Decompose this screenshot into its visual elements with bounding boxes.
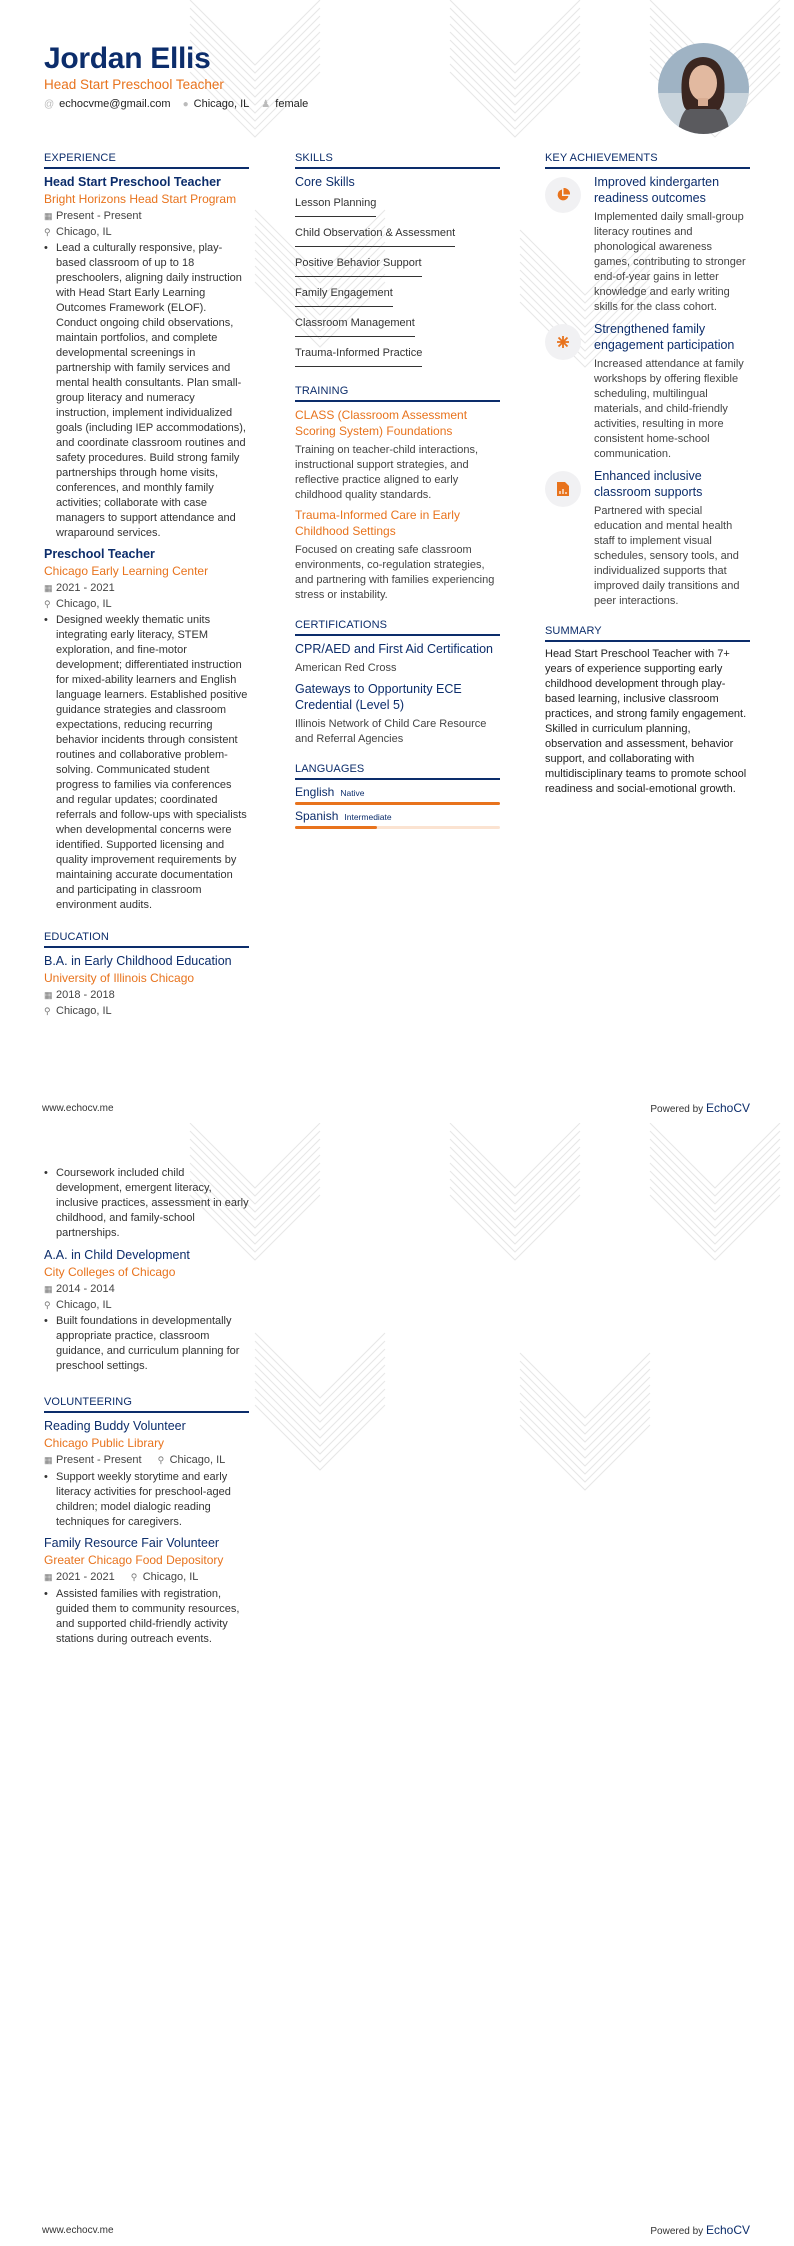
powered-by-label: Powered by <box>650 1104 704 1115</box>
calendar-icon: ▦ <box>44 990 53 1000</box>
certification-title: Gateways to Opportunity ECE Credential (Level 5) <box>295 682 462 712</box>
middle-column <box>295 152 500 829</box>
location-pin-icon: ● <box>182 99 189 110</box>
gender: female <box>275 98 309 110</box>
person-icon: ♟ <box>261 99 271 110</box>
skill-item: Trauma-Informed Practice <box>295 346 422 367</box>
volunteering-item <box>44 1535 249 1647</box>
edu-location: Chicago, IL <box>56 1005 112 1017</box>
summary-text: Head Start Preschool Teacher with 7+ years of experience supporting early childhood development through play-based learning, inclusive classroom practices, and strong family engagement. Skilled in curriculum planning, observation and assessment, behavior support, and collaborating with multidisciplinary teams to promote school readiness and social-emotional growth. <box>545 648 747 795</box>
language-name: Spanish <box>295 809 339 823</box>
calendar-icon: ▦ <box>44 583 53 593</box>
volunteer-description: Support weekly storytime and early literacy activities for preschool-aged children; model dialogic reading techniques for caregivers. <box>56 1471 231 1528</box>
training-description: Focused on creating safe classroom environments, co-regulation strategies, and partnering with families experiencing stress or instability. <box>295 544 495 601</box>
volunteer-dates: Present - Present <box>56 1454 142 1466</box>
section-heading-skills: SKILLS <box>295 152 500 169</box>
skill-item: Lesson Planning <box>295 196 376 217</box>
left-column <box>44 1165 249 1647</box>
skill-item: Positive Behavior Support <box>295 256 422 277</box>
training-description: Training on teacher-child interactions, instructional support strategies, and reflective practice aligned to early childhood quality standards. <box>295 444 479 501</box>
brand-logo[interactable]: EchoCV <box>705 2223 750 2237</box>
calendar-icon: ▦ <box>44 1572 53 1582</box>
job-dates: 2021 - 2021 <box>56 582 115 594</box>
location: Chicago, IL <box>193 98 250 110</box>
volunteer-role: Family Resource Fair Volunteer <box>44 1536 220 1550</box>
volunteer-location: Chicago, IL <box>142 1571 199 1583</box>
file-chart-icon <box>557 482 569 496</box>
section-heading-languages: LANGUAGES <box>295 763 500 780</box>
section-heading-training: TRAINING <box>295 385 500 402</box>
volunteer-org: Greater Chicago Food Depository <box>44 1553 224 1567</box>
language-name: English <box>295 785 335 799</box>
training-title: CLASS (Classroom Assessment Scoring System) Foundations <box>295 408 468 438</box>
powered-by-label: Powered by <box>650 2226 704 2237</box>
at-icon: @ <box>44 99 55 110</box>
skill-item: Family Engagement <box>295 286 393 307</box>
section-heading-certifications: CERTIFICATIONS <box>295 619 500 636</box>
language-proficiency-fill <box>295 826 377 829</box>
email[interactable]: echocvme@gmail.com <box>59 98 171 110</box>
achievement-title: Improved kindergarten readiness outcomes <box>594 175 720 205</box>
brand-logo[interactable]: EchoCV <box>705 1101 750 1115</box>
location-pin-icon: ⚲ <box>44 599 51 609</box>
achievement-item <box>545 468 750 609</box>
language-proficiency-bar <box>295 826 500 829</box>
footer-powered-by <box>650 2223 750 2237</box>
skill-list <box>295 193 500 373</box>
volunteer-role: Reading Buddy Volunteer <box>44 1419 186 1433</box>
job-dates: Present - Present <box>56 210 142 222</box>
training-title: Trauma-Informed Care in Early Childhood Settings <box>295 508 460 538</box>
school: City Colleges of Chicago <box>44 1265 176 1279</box>
pie-chart-icon <box>556 188 570 202</box>
language-item <box>295 809 500 829</box>
edu-dates: 2014 - 2014 <box>56 1283 115 1295</box>
job-location: Chicago, IL <box>56 226 112 238</box>
footer-website[interactable]: www.echocv.me <box>42 2225 114 2236</box>
volunteer-org: Chicago Public Library <box>44 1436 165 1450</box>
job-title: Preschool Teacher <box>44 547 155 561</box>
bullet-icon: • <box>44 1167 48 1179</box>
achievement-description: Partnered with special education and mental health staff to implement visual schedules, sensory tools, and individualized supports that improved daily transitions and peer interactions. <box>594 505 740 607</box>
degree: A.A. in Child Development <box>44 1248 190 1262</box>
section-heading-volunteering: VOLUNTEERING <box>44 1396 249 1413</box>
achievement-description: Increased attendance at family workshops by offering flexible scheduling, multilingual materials, and child-friendly activities, resulting in more consistent home-school communication. <box>594 358 744 460</box>
left-column <box>44 152 249 1019</box>
skill-item: Child Observation & Assessment <box>295 226 455 247</box>
bullet-icon: • <box>44 242 48 254</box>
skill-item: Classroom Management <box>295 316 415 337</box>
education-item <box>44 953 249 1019</box>
volunteering-item <box>44 1418 249 1530</box>
job-description: Designed weekly thematic units integrating early literacy, STEM exploration, and fine-motor development; differentiated instruction for mixed-ability learners and English language learners. Established positive guidance strategies and classroom expectations, reducing recurring behavior incidents through consistent routines and collaborative problem-solving. Communicated student progress to families via conferences and regular updates; coordinated referrals and follow-ups with specialists when developmental concerns were identified. Supported licensing and quality improvement requirements by maintaining accurate documentation and participating in classroom environment audits. <box>56 614 248 911</box>
job-title: Head Start Preschool Teacher <box>44 175 221 189</box>
calendar-icon: ▦ <box>44 211 53 221</box>
achievement-title: Strengthened family engagement participation <box>594 322 735 352</box>
sparkle-icon <box>556 335 570 349</box>
achievement-description: Implemented daily small-group literacy routines and phonological awareness games, contributing to stronger end-of-year gains in letter knowledge and early writing skills for the class cohort. <box>594 211 746 313</box>
experience-item <box>44 546 249 913</box>
job-location: Chicago, IL <box>56 598 112 610</box>
location-pin-icon: ⚲ <box>44 1006 51 1016</box>
language-proficiency-fill <box>295 802 500 805</box>
certification-issuer: Illinois Network of Child Care Resource and Referral Agencies <box>295 718 487 745</box>
section-heading-experience: EXPERIENCE <box>44 152 249 169</box>
achievement-item <box>545 321 750 462</box>
volunteer-description: Assisted families with registration, guided them to community resources, and supported child-friendly activity stations during outreach events. <box>56 1588 240 1645</box>
resume-page-2 <box>0 1123 794 2246</box>
language-item <box>295 785 500 805</box>
section-heading-summary: SUMMARY <box>545 625 750 642</box>
achievement-title: Enhanced inclusive classroom supports <box>594 469 703 499</box>
section-heading-achievements: KEY ACHIEVEMENTS <box>545 152 750 169</box>
volunteer-dates: 2021 - 2021 <box>56 1571 115 1583</box>
bullet-icon: • <box>44 1588 48 1600</box>
job-description: Lead a culturally responsive, play-based classroom of up to 18 preschoolers, aligning daily instruction with Head Start Early Learning Outcomes Framework (ELOF). Conduct ongoing child observations, maintain portfolios, and complete developmental screenings in partnership with family services and mental health consultants. Plan small-group literacy and numeracy instruction, implement individualized goals (including IEP accommodations), and coordinate classroom routines and safety procedures. Build strong family partnerships through home visits, conferences, and monthly family activities; collaborate with case managers to support attendance and wraparound services. <box>56 242 246 539</box>
calendar-icon: ▦ <box>44 1455 53 1465</box>
volunteer-location: Chicago, IL <box>169 1454 226 1466</box>
edu-description: Built foundations in developmentally appropriate practice, classroom guidance, and curriculum planning for preschool settings. <box>56 1315 240 1372</box>
company: Chicago Early Learning Center <box>44 564 209 578</box>
footer-powered-by <box>650 1101 750 1115</box>
edu-location: Chicago, IL <box>56 1299 112 1311</box>
chevron-lines <box>190 1123 780 1490</box>
bullet-icon: • <box>44 1471 48 1483</box>
section-heading-education: EDUCATION <box>44 931 249 948</box>
language-proficiency-bar <box>295 802 500 805</box>
skill-group-title: Core Skills <box>295 175 355 189</box>
certification-issuer: American Red Cross <box>295 662 397 674</box>
contact-row <box>44 98 308 110</box>
school: University of Illinois Chicago <box>44 971 195 985</box>
edu-description: Coursework included child development, emergent literacy, inclusive practices, assessment in early childhood, and family-school partnerships. <box>56 1167 249 1239</box>
bullet-icon: • <box>44 1315 48 1327</box>
company: Bright Horizons Head Start Program <box>44 192 237 206</box>
experience-item <box>44 174 249 541</box>
right-column <box>545 152 750 797</box>
language-level: Intermediate <box>344 812 392 822</box>
candidate-name: Jordan Ellis <box>44 42 211 75</box>
location-pin-icon: ⚲ <box>157 1455 165 1465</box>
education-item <box>44 1247 249 1374</box>
degree: B.A. in Early Childhood Education <box>44 954 232 968</box>
location-pin-icon: ⚲ <box>44 1300 51 1310</box>
edu-dates: 2018 - 2018 <box>56 989 115 1001</box>
footer-website[interactable]: www.echocv.me <box>42 1103 114 1114</box>
candidate-title: Head Start Preschool Teacher <box>44 77 224 92</box>
certification-title: CPR/AED and First Aid Certification <box>295 642 493 656</box>
achievement-item <box>545 174 750 315</box>
calendar-icon: ▦ <box>44 1284 53 1294</box>
bullet-icon: • <box>44 614 48 626</box>
avatar <box>658 43 749 134</box>
location-pin-icon: ⚲ <box>44 227 51 237</box>
language-level: Native <box>340 788 365 798</box>
location-pin-icon: ⚲ <box>130 1572 138 1582</box>
